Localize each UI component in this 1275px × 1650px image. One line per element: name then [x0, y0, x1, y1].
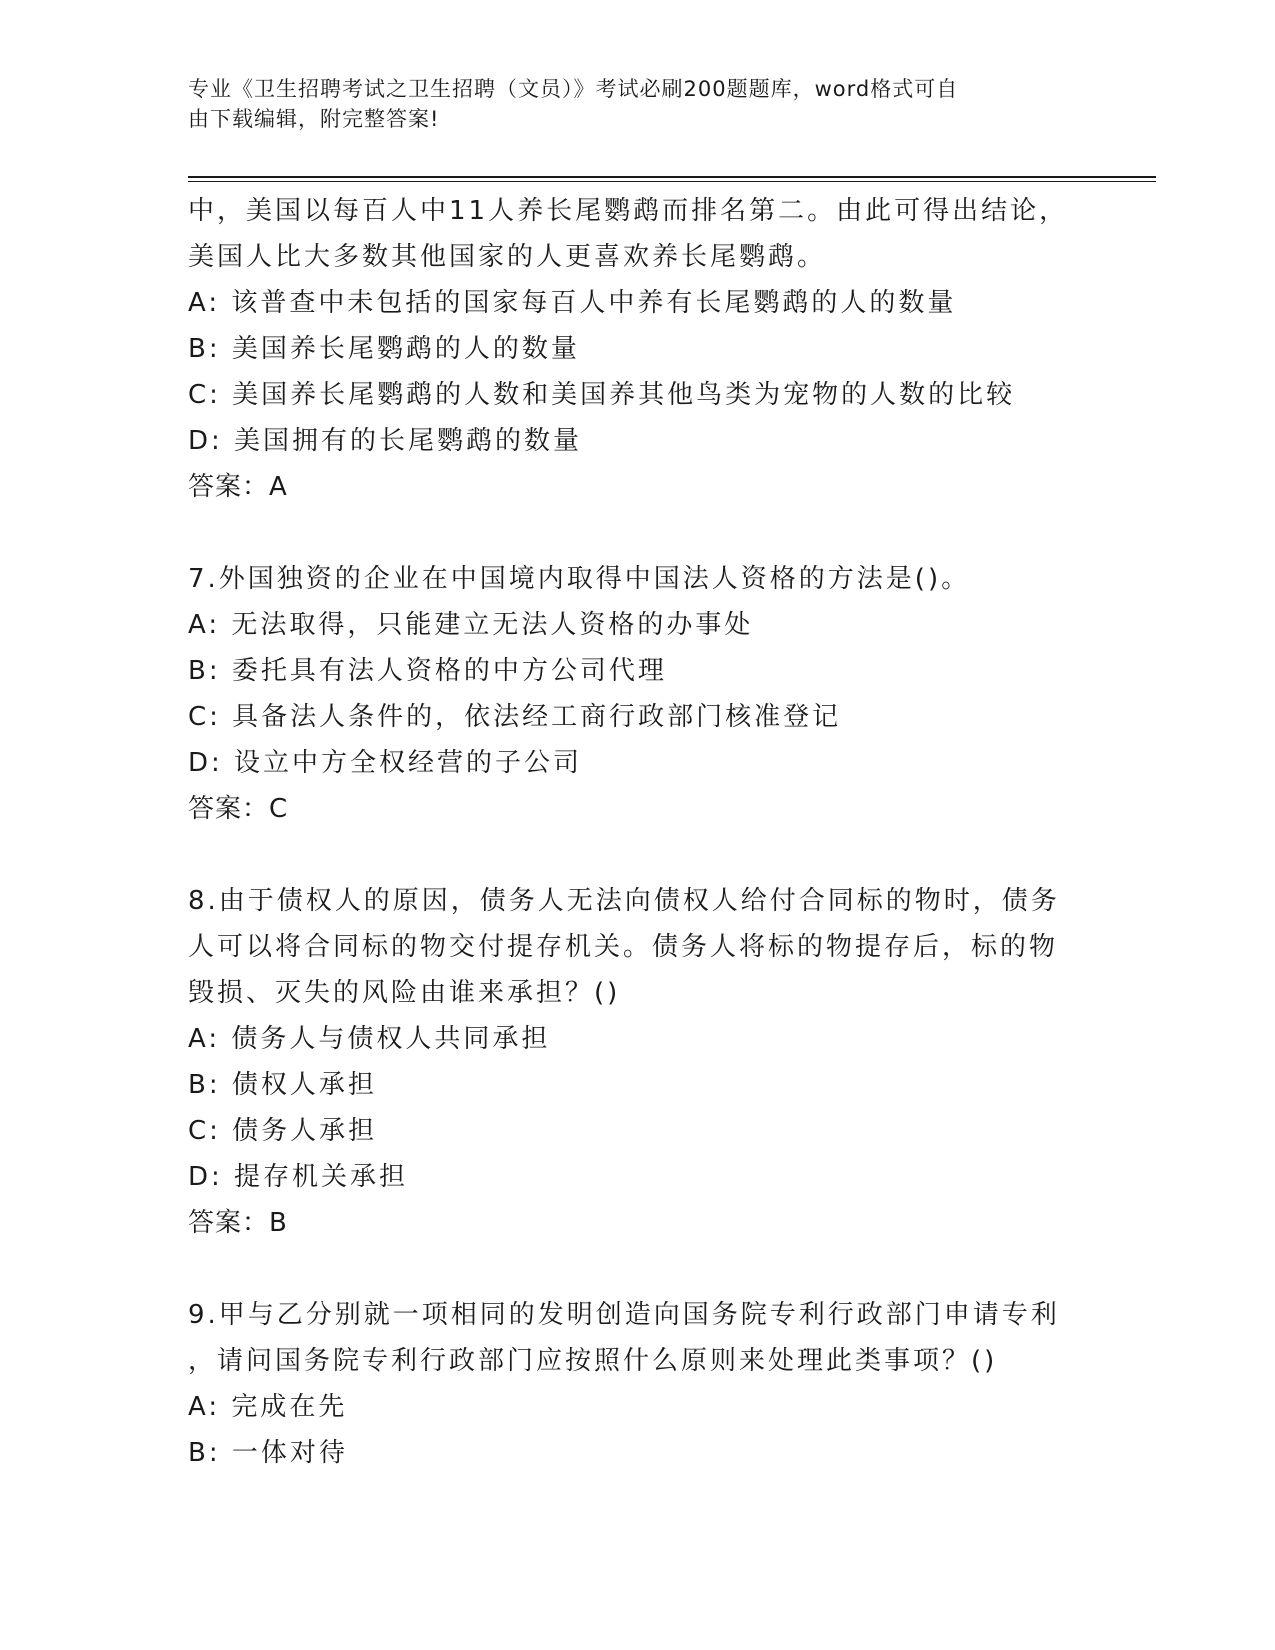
- question-text-line: 人可以将合同标的物交付提存机关。债务人将标的物提存后，标的物: [188, 932, 1059, 962]
- answer-line: 答案：A: [188, 472, 288, 502]
- header-line-1: 专业《卫生招聘考试之卫生招聘（文员）》考试必刷200题题库，word格式可自: [188, 77, 959, 101]
- block-spacer: [188, 1246, 1088, 1292]
- answer-line: 答案：B: [188, 1208, 288, 1238]
- document-header: [188, 74, 1068, 134]
- question-text-line: 毁损、灭失的风险由谁来承担？(): [188, 978, 621, 1008]
- option-a: A: 该普查中未包括的国家每百人中养有长尾鹦鹉的人的数量: [188, 288, 957, 318]
- question-text-line: 7.外国独资的企业在中国境内取得中国法人资格的方法是()。: [188, 564, 971, 594]
- header-line-2: 由下载编辑，附完整答案!: [188, 107, 440, 131]
- option-a: A: 债务人与债权人共同承担: [188, 1024, 551, 1054]
- option-c: C: 债务人承担: [188, 1116, 378, 1146]
- question-content: [188, 188, 1088, 1476]
- question-text-line: 中，美国以每百人中11人养长尾鹦鹉而排名第二。由此可得出结论，: [188, 196, 1069, 226]
- option-d: D: 设立中方全权经营的子公司: [188, 748, 583, 778]
- option-b: B: 美国养长尾鹦鹉的人的数量: [188, 334, 580, 364]
- option-a: A: 无法取得，只能建立无法人资格的办事处: [188, 610, 754, 640]
- question-block: [188, 188, 1088, 510]
- answer-line: 答案：C: [188, 794, 289, 824]
- question-text-line: 9.甲与乙分别就一项相同的发明创造向国务院专利行政部门申请专利: [188, 1300, 1060, 1330]
- question-block: [188, 878, 1088, 1246]
- question-text-line: 美国人比大多数其他国家的人更喜欢养长尾鹦鹉。: [188, 242, 827, 272]
- option-b: B: 一体对待: [188, 1438, 348, 1468]
- option-d: D: 提存机关承担: [188, 1162, 409, 1192]
- header-rule-thick: [188, 176, 1156, 178]
- option-c: C: 具备法人条件的，依法经工商行政部门核准登记: [188, 702, 842, 732]
- question-block: [188, 556, 1088, 832]
- option-c: C: 美国养长尾鹦鹉的人数和美国养其他鸟类为宠物的人数的比较: [188, 380, 1016, 410]
- block-spacer: [188, 510, 1088, 556]
- option-a: A: 完成在先: [188, 1392, 348, 1422]
- block-spacer: [188, 832, 1088, 878]
- question-block: [188, 1292, 1088, 1476]
- option-b: B: 债权人承担: [188, 1070, 377, 1100]
- question-text-line: 8.由于债权人的原因，债务人无法向债权人给付合同标的物时，债务: [188, 886, 1060, 916]
- header-rule-thin: [188, 181, 1156, 182]
- question-text-line: ，请问国务院专利行政部门应按照什么原则来处理此类事项？(): [188, 1346, 998, 1376]
- option-d: D: 美国拥有的长尾鹦鹉的数量: [188, 426, 583, 456]
- option-b: B: 委托具有法人资格的中方公司代理: [188, 656, 667, 686]
